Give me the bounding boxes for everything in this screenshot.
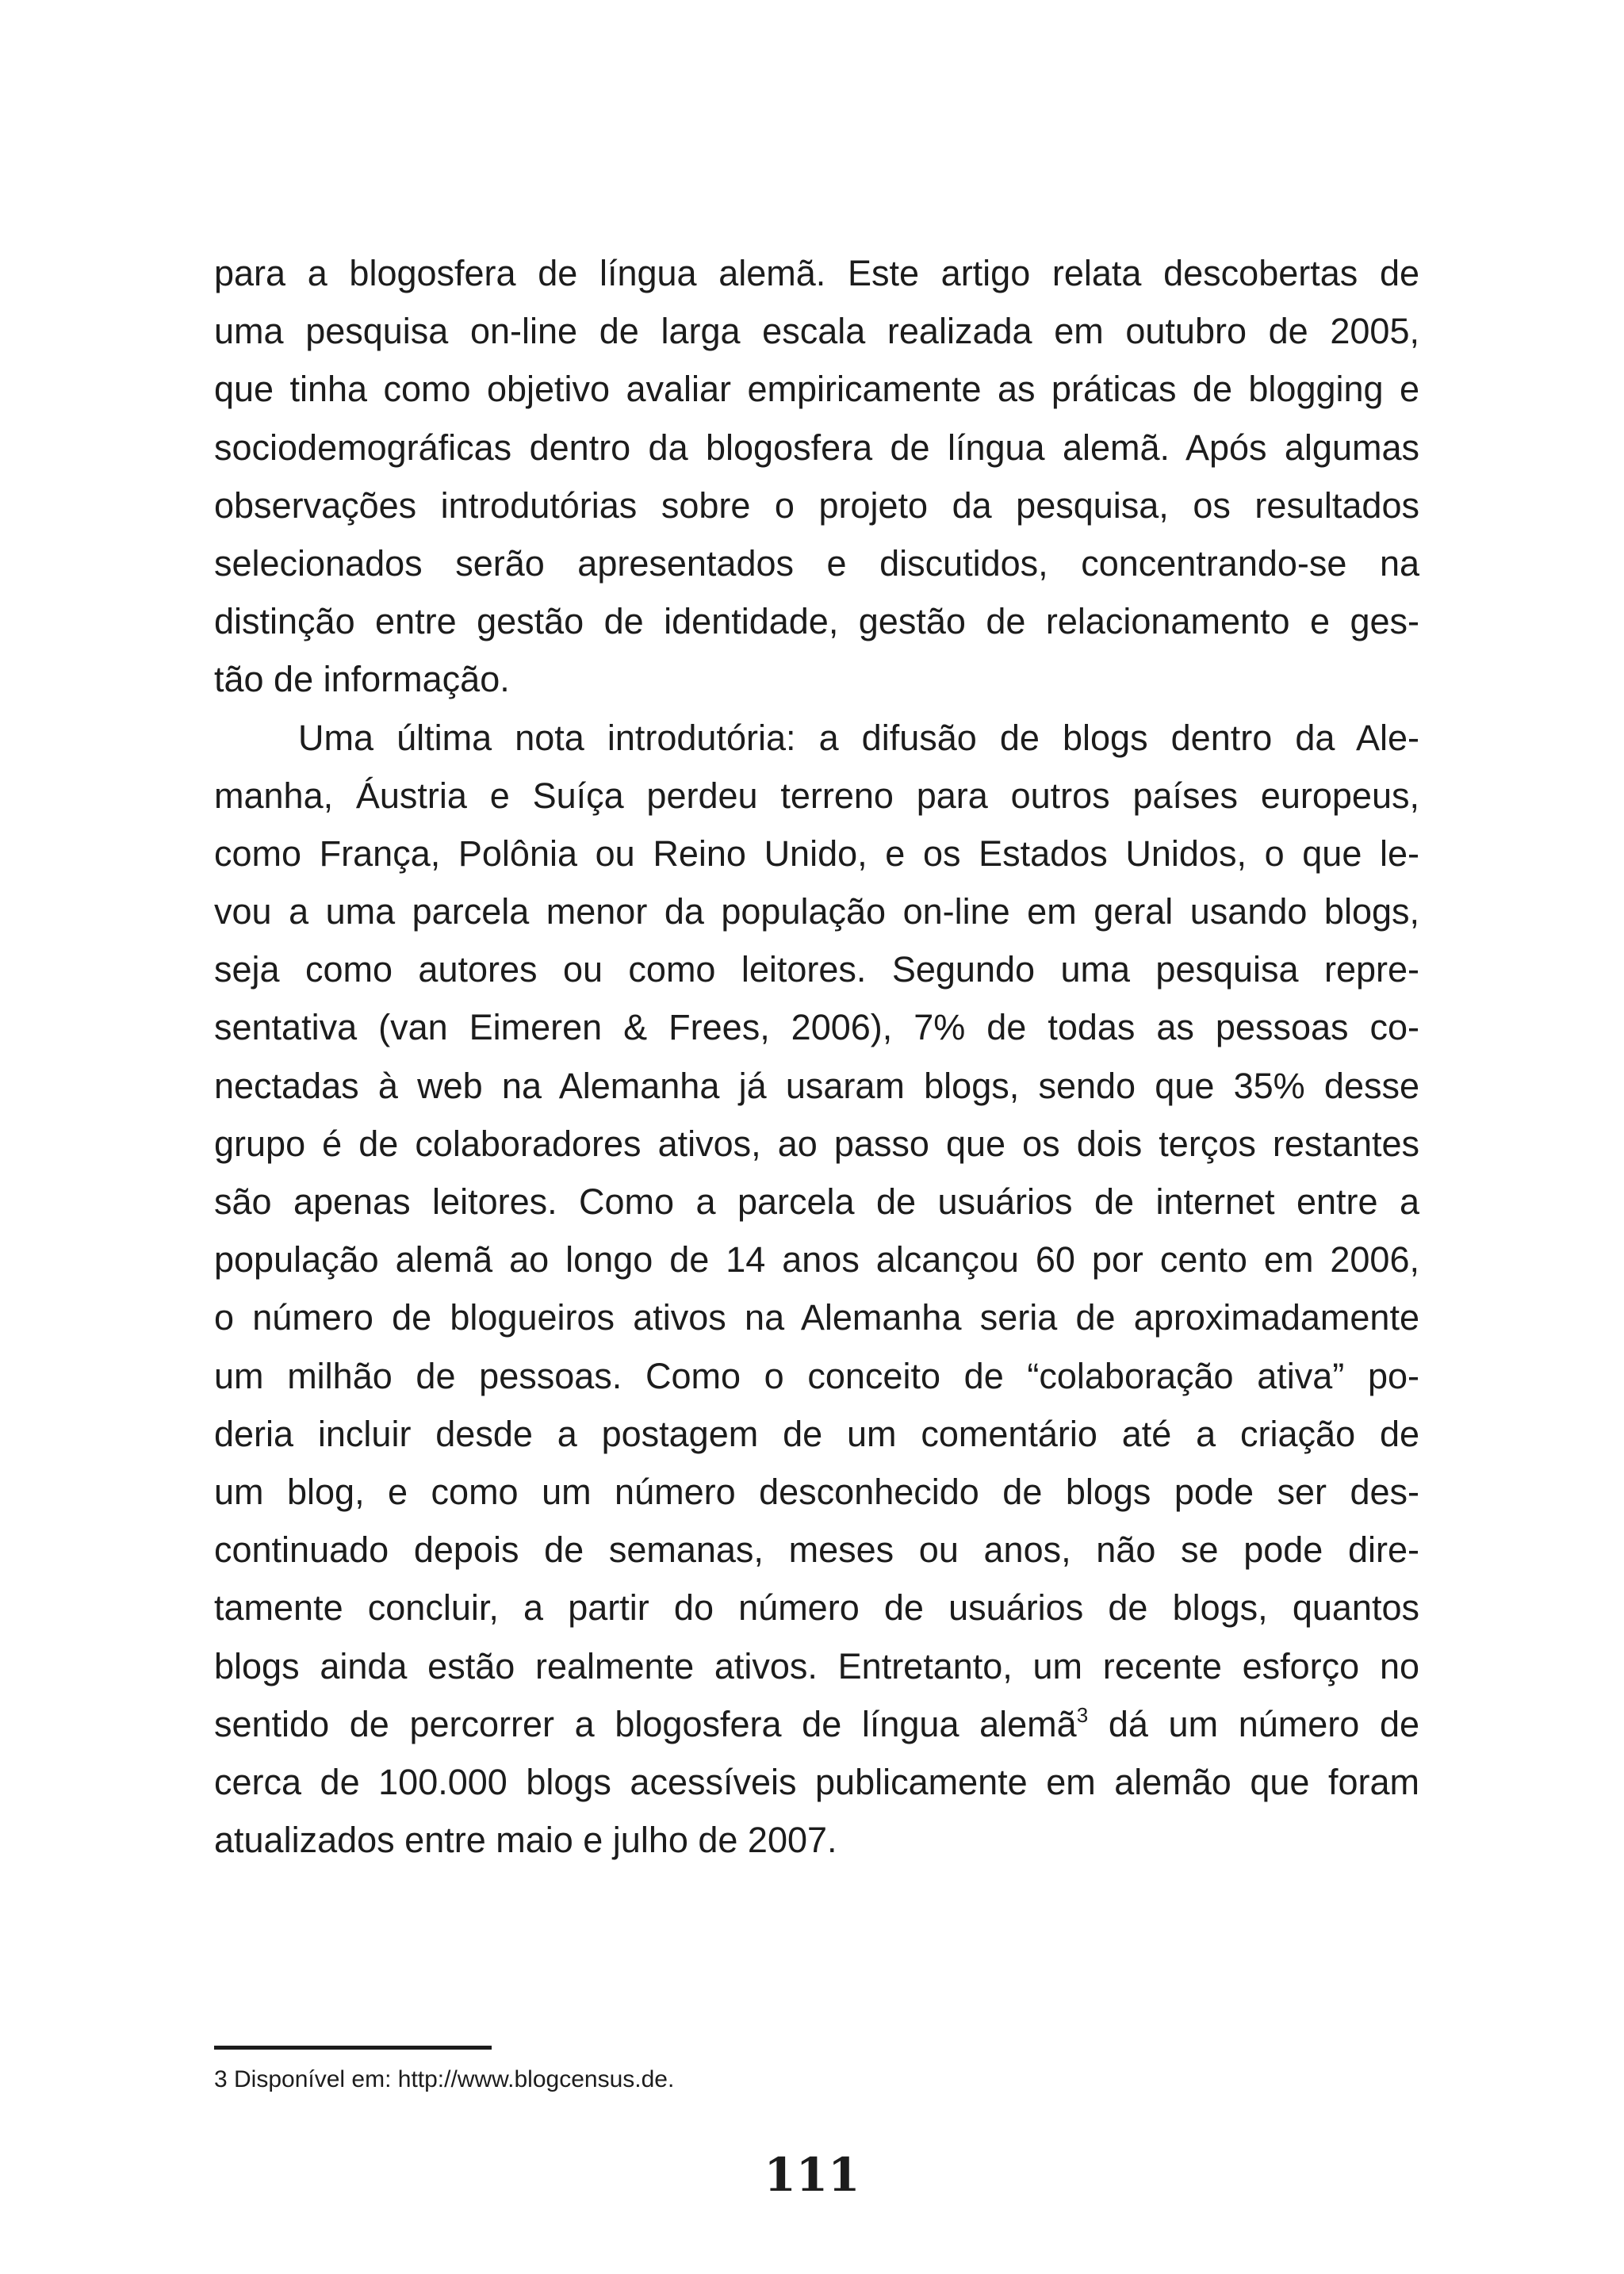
text-line: continuado depois de semanas, meses ou anos, não se pode dire- — [214, 1529, 1419, 1571]
text-line: nectadas à web na Alemanha já usaram blogs, sendo que 35% desse — [214, 1065, 1419, 1106]
text-line: um blog, e como um número desconhecido de blogs pode ser des- — [214, 1471, 1419, 1512]
text-line: uma pesquisa on-line de larga escala realizada em outubro de 2005, — [214, 311, 1419, 352]
text-line: manha, Áustria e Suíça perdeu terreno para outros países europeus, — [214, 775, 1419, 816]
text-line: o número de blogueiros ativos na Alemanha seria de aproximadamente — [214, 1297, 1419, 1338]
text-line: blogs ainda estão realmente ativos. Entretanto, um recente esforço no — [214, 1645, 1419, 1686]
footnote-text: 3 Disponível em: http://www.blogcensus.de. — [214, 2066, 675, 2092]
text-line: são apenas leitores. Como a parcela de usuários de internet entre a — [214, 1181, 1419, 1222]
body-text — [214, 244, 1419, 1869]
text-line-part: dá um número de — [1088, 1703, 1419, 1744]
page-number: 111 — [764, 2148, 860, 2202]
text-line: cerca de 100.000 blogs acessíveis publicamente em alemão que foram — [214, 1761, 1419, 1802]
text-line: tão de informação. — [214, 659, 510, 700]
text-line: sentativa (van Eimeren & Frees, 2006), 7% de todas as pessoas co- — [214, 1007, 1419, 1048]
footnote-reference[interactable]: 3 — [1076, 1702, 1089, 1727]
text-line: vou a uma parcela menor da população on-line em geral usando blogs, — [214, 891, 1419, 932]
text-line: deria incluir desde a postagem de um comentário até a criação de — [214, 1413, 1419, 1454]
text-line: seja como autores ou como leitores. Segundo uma pesquisa repre- — [214, 949, 1419, 990]
text-line: um milhão de pessoas. Como o conceito de “colaboração ativa” po- — [214, 1355, 1419, 1396]
text-line: tamente concluir, a partir do número de usuários de blogs, quantos — [214, 1587, 1419, 1629]
text-line: distinção entre gestão de identidade, gestão de relacionamento e ges- — [214, 601, 1419, 642]
text-line — [214, 1695, 1419, 1753]
text-line: atualizados entre maio e julho de 2007. — [214, 1820, 837, 1861]
text-line: população alemã ao longo de 14 anos alcançou 60 por cento em 2006, — [214, 1239, 1419, 1281]
text-line: como França, Polônia ou Reino Unido, e os Estados Unidos, o que le- — [214, 833, 1419, 874]
text-line: observações introdutórias sobre o projeto da pesquisa, os resultados — [214, 484, 1419, 526]
text-line: Uma última nota introdutória: a difusão de blogs dentro da Ale- — [298, 717, 1419, 758]
text-line: sociodemográficas dentro da blogosfera de língua alemã. Após algumas — [214, 427, 1419, 468]
text-line: que tinha como objetivo avaliar empiricamente as práticas de blogging e — [214, 369, 1419, 410]
text-line: selecionados serão apresentados e discutidos, concentrando-se na — [214, 542, 1419, 584]
text-line-part: sentido de percorrer a blogosfera de língua alemã — [214, 1703, 1077, 1744]
footnote-separator — [214, 2046, 492, 2050]
text-line: grupo é de colaboradores ativos, ao passo que os dois terços restantes — [214, 1123, 1419, 1164]
text-line: para a blogosfera de língua alemã. Este artigo relata descobertas de — [214, 253, 1419, 293]
